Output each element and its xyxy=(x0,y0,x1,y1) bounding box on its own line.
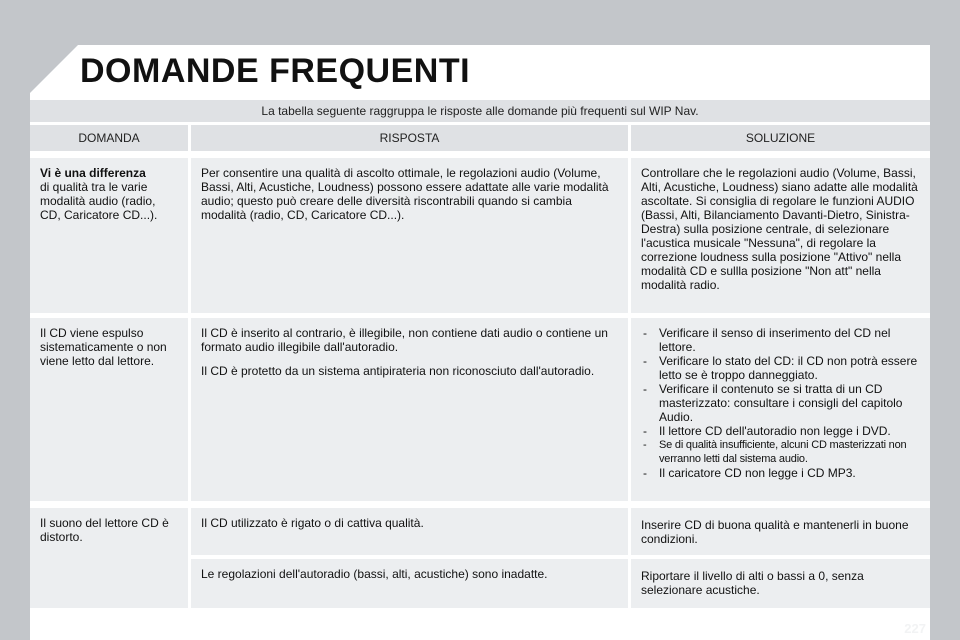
page-number: 227 xyxy=(904,621,926,636)
header-risposta: RISPOSTA xyxy=(191,125,628,151)
list-item: - Verificare il senso di inserimento del CD nel lettore. xyxy=(641,326,920,354)
row1-solution-text: Controllare che le regolazioni audio (Volume, Bassi, Alti, Acustiche, Loudness) siano adatte alle modalità ascoltate. Si consiglia di regolare le funzioni AUDIO (Bassi, Alti, Bilanciamento Davanti-Dietro, Sinistra-Destra) sulla posizione centrale, di selezionare l'acustica musicale "Nessuna", di regolare la correzione loudness sulla posizione "Attivo" nella modalità CD e sullla posizione "Non att" nella modalità radio. xyxy=(641,166,918,292)
list-item: - Verificare lo stato del CD: il CD non potrà essere letto se è troppo danneggiato. xyxy=(641,354,920,382)
list-item: - Verificare il contenuto se si tratta di un CD masterizzato: consultare i consigli del capitolo Audio. xyxy=(641,382,920,424)
list-item: - Se di qualità insufficiente, alcuni CD masterizzati non verranno letti dal sistema audio. xyxy=(641,438,920,466)
row2-question xyxy=(30,318,188,501)
row2-answer-text-2: Il CD è protetto da un sistema antipirateria non riconosciuto dall'autoradio. xyxy=(201,364,595,378)
row1-question-bold: Vi è una differenza xyxy=(40,166,146,180)
row3-answer-text-1: Il CD utilizzato è rigato o di cattiva qualità. xyxy=(201,516,424,530)
header-domanda: DOMANDA xyxy=(30,125,188,151)
list-item: - Il caricatore CD non legge i CD MP3. xyxy=(641,466,920,480)
row3-question xyxy=(30,508,188,608)
row3-question-text: Il suono del lettore CD è distorto. xyxy=(40,516,169,544)
row3-solution-1 xyxy=(631,508,930,555)
row2-answer xyxy=(191,318,628,501)
list-item: - Il lettore CD dell'autoradio non legge i DVD. xyxy=(641,424,920,438)
page-title: DOMANDE FREQUENTI xyxy=(80,52,471,90)
row2-solution xyxy=(631,318,930,501)
row1-answer xyxy=(191,158,628,313)
row3-solution-text-2: Riportare il livello di alti o bassi a 0, senza selezionare acustiche. xyxy=(641,569,864,597)
row2-solution-list xyxy=(641,326,920,480)
row3-solution-text-1: Inserire CD di buona qualità e mantenerli in buone condizioni. xyxy=(641,518,909,546)
row2-question-text: Il CD viene espulso sistematicamente o non viene letto dal lettore. xyxy=(40,326,167,368)
header-soluzione: SOLUZIONE xyxy=(631,125,930,151)
intro-text: La tabella seguente raggruppa le risposte alle domande più frequenti sul WIP Nav. xyxy=(30,100,930,122)
row3-answer-text-2: Le regolazioni dell'autoradio (bassi, alti, acustiche) sono inadatte. xyxy=(201,567,548,581)
row3-answer-1 xyxy=(191,508,628,555)
row2-answer-text-1: Il CD è inserito al contrario, è illegibile, non contiene dati audio o contiene un formato audio illegibile dall'autoradio. xyxy=(201,326,608,354)
row1-question xyxy=(30,158,188,313)
row3-answer-2 xyxy=(191,559,628,608)
row1-answer-text: Per consentire una qualità di ascolto ottimale, le regolazioni audio (Volume, Bassi, Alti, Acustiche, Loudness) possono essere adattate alle varie modalità audio; questo può creare delle diversità riscontrabili quando si cambia modalità (radio, CD, Caricatore CD...). xyxy=(201,166,609,222)
row1-solution xyxy=(631,158,930,313)
row3-solution-2 xyxy=(631,559,930,608)
row1-question-text: di qualità tra le varie modalità audio (radio, CD, Caricatore CD...). xyxy=(40,180,158,222)
